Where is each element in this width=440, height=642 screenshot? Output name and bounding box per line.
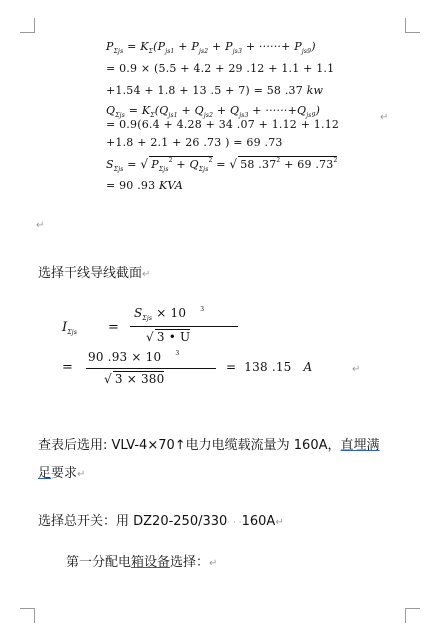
equals-sign: =: [108, 320, 120, 335]
fraction1-numerator: $S_{\Sigma js} \times 10$ $^3$: [134, 306, 205, 322]
fraction1-denominator: √ 3 • U: [146, 330, 191, 344]
formula-p-line1: $P_{\Sigma js} = K_\Sigma(P_{js1} + P_{js2} + P_{js3}$ + ······+ $P_{js9}$): [106, 40, 316, 55]
fraction2-numerator: 90 .93 × 10 $^3$: [88, 350, 180, 364]
paragraph-mark: ↵: [352, 364, 361, 375]
formula-q-line2: = 0.9(6.4 + 4.28 + 34 .07 + 1.12 + 1.12: [106, 118, 340, 131]
crop-mark-top-left: [20, 18, 35, 33]
section-heading-trunk-wire: 选择干线导线截面↵: [38, 266, 151, 281]
paragraph-mark: ↵: [36, 220, 45, 231]
formula-q-line3: +1.8 + 2.1 + 26 .73 ) = 69 .73: [106, 136, 283, 149]
cable-selection-line1: 查表后选用: VLV-4×70↑电力电缆载流量为 160A，直埋满: [38, 438, 380, 453]
current-result: = 138 .15 A: [226, 360, 313, 374]
fraction2-bar: [86, 368, 216, 369]
fraction1-bar: [130, 326, 238, 327]
main-switch-selection: 选择总开关：用 DZ20-250/330· · ·160A↵: [38, 514, 284, 529]
distribution-box-heading: 第一分配电箱设备选择：↵: [66, 555, 218, 570]
fraction2-denominator: √ 3 × 380: [104, 372, 165, 386]
formula-s-line1: $S_{\Sigma js}$ = √ $P_{\Sigma js}^2 + Q_{\Sigma js}^2$ = √ 58 $.37^2 + 69$ $.73^2$: [106, 157, 338, 173]
equals-sign: =: [62, 360, 74, 375]
current-lhs: $I_{\Sigma js}$: [62, 320, 78, 336]
crop-mark-bottom-left: [20, 608, 35, 623]
formula-s-line2: = 90 .93 KVA: [106, 179, 183, 192]
formula-p-line2: = 0.9 × (5.5 + 4.2 + 29 .12 + 1.1 + 1.1: [106, 62, 335, 75]
paragraph-mark: ↵: [380, 112, 389, 123]
cable-selection-line2: 足要求↵: [38, 466, 86, 481]
crop-mark-bottom-right: [405, 608, 420, 623]
formula-q-line1: $Q_{\Sigma js} = K_\Sigma(Q_{js1} + Q_{js2} + Q_{js3} + \cdot\cdot\cdot\cdot\cdot\cdot+Q_{js9})$: [106, 104, 321, 119]
crop-mark-top-right: [405, 18, 420, 33]
formula-p-line3: +1.54 + 1.8 + 13 .5 + 7) = 58 .37 kw: [106, 84, 324, 97]
